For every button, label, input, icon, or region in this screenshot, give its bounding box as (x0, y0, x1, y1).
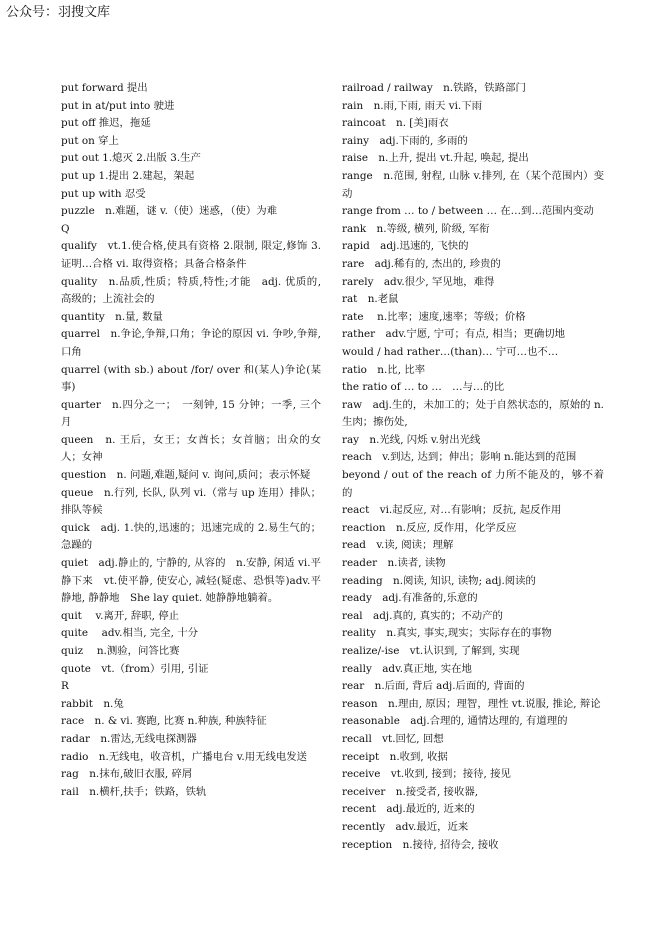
vocab-entry: reaction n.反应, 反作用，化学反应 (342, 521, 517, 534)
page-header: 公众号：羽搜文库 (6, 5, 111, 20)
vocab-entry: rare adj.稀有的, 杰出的, 珍贵的 (342, 257, 501, 270)
vocab-entry: railroad / railway n.铁路，铁路部门 (342, 82, 526, 94)
vocab-entry: rabbit n.兔 (61, 697, 124, 710)
vocab-entry: read v.读, 阅读；理解 (342, 539, 454, 552)
vocab-entry: rag n.抹布,破旧衣服, 碎屑 (61, 768, 193, 781)
vocab-entry: put up with 忍受 (61, 187, 146, 200)
vocab-entry: rarely adv.很少, 罕见地，难得 (342, 275, 495, 288)
vocab-entry: quality n.品质,性质；特质,特性;才能 adj. 优质的, 高级的；上流社会的 (61, 275, 321, 306)
vocab-entry: recall vt.回忆, 回想 (342, 732, 444, 745)
vocab-entry: question n. 问题,难题,疑问 v. 询问,质问；表示怀疑 (61, 469, 311, 482)
vocab-entry: radio n.无线电，收音机，广播电台 v.用无线电发送 (61, 750, 308, 763)
vocab-entry: rail n.横杆,扶手；铁路，铁轨 (61, 785, 207, 798)
vocab-entry: reasonable adj.合理的, 通情达理的, 有道理的 (342, 715, 568, 728)
vocab-entry: quarrel (with sb.) about /for/ over 和(某人)争论(某事) (61, 363, 321, 394)
left-column (61, 80, 321, 801)
vocab-entry: quite adv.相当, 完全, 十分 (61, 627, 199, 640)
vocab-entry: put forward 提出 (61, 82, 148, 94)
right-column (342, 80, 604, 854)
vocab-entry: quarrel n.争论,争辩,口角；争论的原因 vi. 争吵,争辩,口角 (61, 328, 321, 358)
vocab-entry: queue n.行列, 长队, 队列 vi.（常与 up 连用）排队；排队等候 (61, 486, 321, 517)
vocab-entry: rainy adj.下雨的, 多雨的 (342, 134, 468, 147)
vocab-entry: puzzle n.难题，谜 v.（使）迷惑，（使）为难 (61, 205, 278, 218)
vocab-entry: ray n.光线, 闪烁 v.射出光线 (342, 433, 481, 446)
vocab-entry: raise n.上升, 提出 vt.升起, 唤起, 提出 (342, 152, 529, 165)
vocab-entry: rank n.等级, 横列, 阶级, 军衔 (342, 222, 490, 235)
vocab-entry: receiver n.接受者, 接收器, (342, 785, 479, 798)
vocab-entry: put off 推迟，拖延 (61, 117, 151, 130)
vocab-entry: realize/-ise vt.认识到, 了解到, 实现 (342, 645, 520, 657)
vocab-entry: rat n.老鼠 (342, 293, 399, 306)
vocab-entry: would / had rather…(than)… 宁可…也不… (342, 345, 559, 358)
vocab-entry: quantity n.量, 数量 (61, 310, 163, 323)
vocab-entry: raw adj.生的，未加工的；处于自然状态的，原始的 n.生肉；擦伤处, (342, 398, 604, 429)
vocab-entry: put in at/put into 驶进 (61, 99, 175, 112)
vocab-entry: ready adj.有准备的,乐意的 (342, 592, 478, 605)
vocab-entry: put out 1.熄灭 2.出版 3.生产 (61, 152, 201, 165)
vocab-entry: quiz n.测验，问答比赛 (61, 645, 180, 657)
vocab-entry: recently adv.最近，近来 (342, 820, 469, 833)
vocab-entry: receive vt.收到, 接到；接待, 接见 (342, 768, 511, 781)
vocab-entry: race n. & vi. 赛跑, 比赛 n.种族, 种族特征 (61, 715, 267, 728)
vocab-entry: reader n.读者, 读物 (342, 557, 446, 570)
vocab-entry: rather adv.宁愿, 宁可；有点, 相当；更确切地 (342, 328, 566, 341)
vocab-entry: queen n. 王后，女王；女酋长；女首脑；出众的女人；女神 (61, 433, 321, 464)
vocab-entry: reach v.到达, 达到；伸出；影响 n.能达到的范围 (342, 451, 577, 464)
vocab-entry: quiet adj.静止的, 宁静的, 从容的 n.安静, 闲适 vi.平静下来 vt.使平静, 使安心, 减轻(疑虑、恐惧等)adv.平静地, 静静地 She lay quiet. 她静静地躺着。 (61, 557, 321, 605)
vocab-entry: put up 1.提出 2.建起，架起 (61, 169, 195, 182)
vocab-entry: reason n.理由, 原因；理智，理性 vt.说服, 推论, 辩论 (342, 697, 601, 710)
vocab-entry: quick adj. 1.快的,迅速的；迅速完成的 2.易生气的；急躁的 (61, 521, 321, 552)
vocab-entry: recent adj.最近的, 近来的 (342, 803, 475, 816)
vocab-entry: Q (61, 222, 70, 235)
vocab-entry: quote vt.（from）引用, 引证 (61, 662, 209, 675)
vocab-entry: qualify vt.1.使合格,使具有资格 2.限制, 限定,修饰 3.证明…合格 vi. 取得资格；具备合格条件 (61, 240, 321, 270)
vocab-entry: reality n.真实, 事实,现实；实际存在的事物 (342, 627, 552, 640)
vocab-entry: ratio n.比, 比率 (342, 363, 426, 376)
vocab-entry: rain n.雨,下雨, 雨天 vi.下雨 (342, 99, 483, 112)
vocab-entry: the ratio of … to … …与…的比 (342, 381, 505, 394)
vocab-entry: reading n.阅读, 知识, 读物; adj.阅读的 (342, 574, 536, 587)
vocab-entry: receipt n.收到, 收据 (342, 750, 448, 763)
vocab-entry: R (61, 680, 69, 693)
vocab-entry: beyond / out of the reach of 力所不能及的，够不着的 (342, 469, 604, 499)
vocab-entry: rapid adj.迅速的, 飞快的 (342, 240, 469, 253)
vocab-entry: radar n.雷达,无线电探测器 (61, 732, 197, 745)
vocab-entry: really adv.真正地, 实在地 (342, 662, 472, 675)
vocab-entry: real adj.真的, 真实的；不动产的 (342, 609, 503, 622)
vocab-entry: raincoat n. [美]雨衣 (342, 117, 449, 130)
vocab-entry: react vi.起反应, 对…有影响；反抗, 起反作用 (342, 504, 562, 517)
vocab-entry: rear n.后面, 背后 adj.后面的, 背面的 (342, 680, 525, 693)
vocab-entry: put on 穿上 (61, 134, 119, 147)
vocab-entry: range n.范围, 射程, 山脉 v.排列, 在（某个范围内）变动 (342, 169, 604, 200)
vocab-entry: rate n.比率；速度,速率；等级；价格 (342, 310, 526, 323)
vocab-entry: quit v.离开, 辞职, 停止 (61, 609, 180, 622)
vocab-entry: range from … to / between … 在…到…范围内变动 (342, 205, 594, 218)
vocab-entry: reception n.接待, 招待会, 接收 (342, 838, 499, 851)
vocab-entry: quarter n.四分之一； 一刻钟, 15 分钟；一季, 三个月 (61, 398, 321, 429)
